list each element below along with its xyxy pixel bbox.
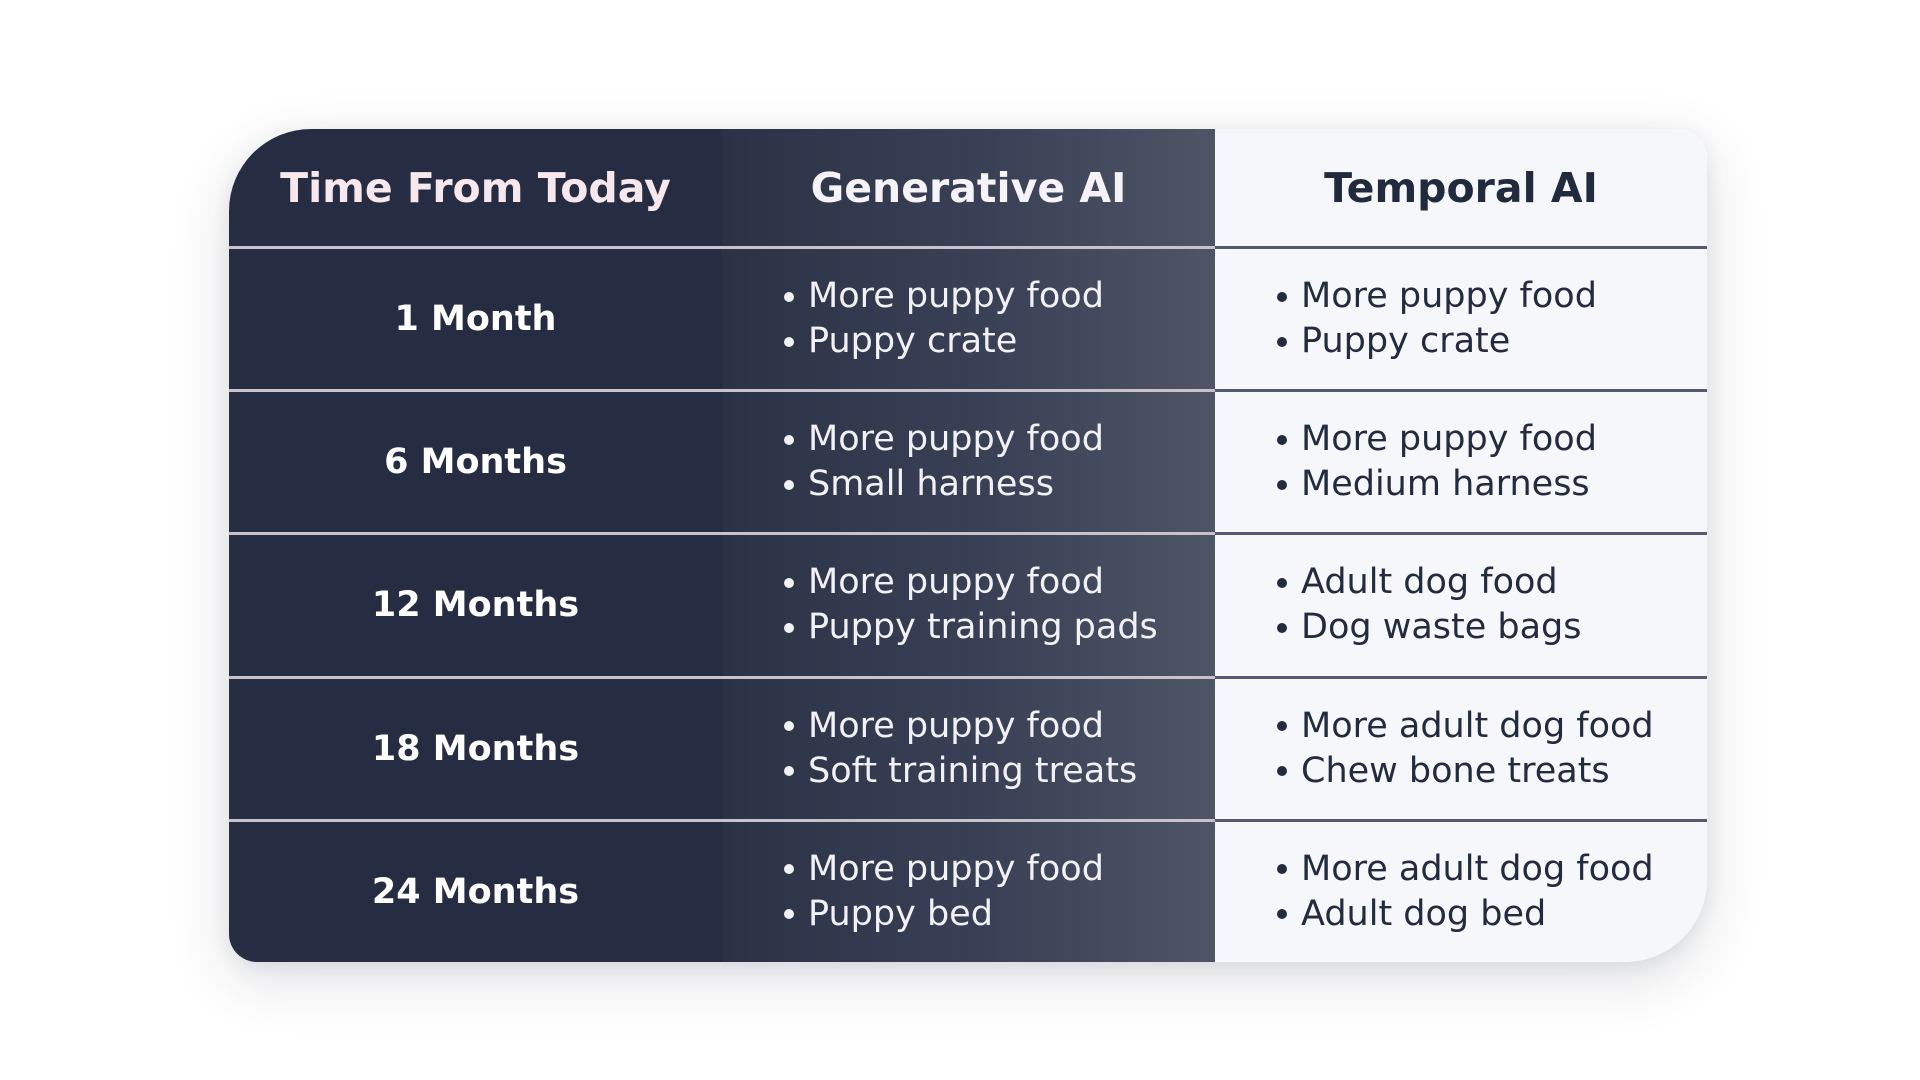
generative-cell — [722, 389, 1215, 532]
generative-list — [784, 274, 1104, 364]
temporal-cell — [1215, 246, 1707, 389]
header-generative-ai: Generative AI — [722, 129, 1215, 246]
list-item — [1277, 417, 1597, 462]
generative-list — [784, 417, 1104, 507]
list-item — [1277, 892, 1654, 937]
generative-cell — [722, 532, 1215, 675]
list-item — [784, 749, 1137, 794]
bullet-icon — [784, 623, 794, 633]
list-item — [784, 462, 1104, 507]
row-time-label: 1 Month — [229, 246, 722, 389]
list-item-text: Chew bone treats — [1301, 750, 1610, 791]
list-item-text: Adult dog bed — [1301, 893, 1547, 934]
temporal-cell — [1215, 532, 1707, 675]
list-item-text: More puppy food — [1301, 419, 1597, 460]
list-item — [784, 605, 1158, 650]
list-item-text: More puppy food — [808, 562, 1104, 603]
bullet-icon — [784, 909, 794, 919]
generative-cell — [722, 676, 1215, 819]
list-item — [1277, 847, 1654, 892]
list-item — [784, 892, 1104, 937]
list-item-text: More puppy food — [808, 276, 1104, 317]
row-time-label: 12 Months — [229, 532, 722, 675]
header-time-from-today: Time From Today — [229, 129, 722, 246]
temporal-cell — [1215, 389, 1707, 532]
list-item-text: Medium harness — [1301, 464, 1590, 505]
temporal-list — [1277, 704, 1654, 794]
bullet-icon — [1277, 864, 1287, 874]
bullet-icon — [784, 766, 794, 776]
bullet-icon — [1277, 623, 1287, 633]
bullet-icon — [1277, 909, 1287, 919]
temporal-cell — [1215, 819, 1707, 962]
bullet-icon — [1277, 578, 1287, 588]
bullet-icon — [784, 480, 794, 490]
list-item-text: Small harness — [808, 464, 1054, 505]
list-item-text: More adult dog food — [1301, 705, 1654, 746]
list-item-text: More puppy food — [808, 705, 1104, 746]
list-item-text: More puppy food — [808, 419, 1104, 460]
bullet-icon — [1277, 480, 1287, 490]
temporal-list — [1277, 274, 1597, 364]
row-time-label: 6 Months — [229, 389, 722, 532]
generative-cell — [722, 246, 1215, 389]
generative-cell — [722, 819, 1215, 962]
temporal-cell — [1215, 676, 1707, 819]
temporal-list — [1277, 847, 1654, 937]
list-item-text: More adult dog food — [1301, 848, 1654, 889]
list-item-text: More puppy food — [1301, 276, 1597, 317]
list-item — [784, 274, 1104, 319]
list-item-text: Puppy crate — [808, 321, 1018, 362]
list-item-text: Puppy training pads — [808, 607, 1158, 648]
list-item — [1277, 462, 1597, 507]
header-temporal-ai: Temporal AI — [1215, 129, 1707, 246]
list-item — [1277, 749, 1654, 794]
list-item — [784, 417, 1104, 462]
list-item — [784, 560, 1158, 605]
list-item — [1277, 274, 1597, 319]
list-item-text: More puppy food — [808, 848, 1104, 889]
bullet-icon — [1277, 337, 1287, 347]
generative-list — [784, 704, 1137, 794]
row-time-label: 24 Months — [229, 819, 722, 962]
bullet-icon — [784, 435, 794, 445]
list-item — [1277, 605, 1582, 650]
comparison-table — [229, 129, 1707, 962]
generative-list — [784, 847, 1104, 937]
bullet-icon — [784, 337, 794, 347]
bullet-icon — [784, 721, 794, 731]
list-item — [784, 319, 1104, 364]
list-item-text: Puppy bed — [808, 893, 993, 934]
generative-list — [784, 560, 1158, 650]
bullet-icon — [784, 864, 794, 874]
bullet-icon — [1277, 435, 1287, 445]
bullet-icon — [1277, 292, 1287, 302]
list-item — [1277, 319, 1597, 364]
list-item-text: Dog waste bags — [1301, 607, 1582, 648]
list-item-text: Adult dog food — [1301, 562, 1558, 603]
temporal-list — [1277, 560, 1582, 650]
list-item-text: Soft training treats — [808, 750, 1138, 791]
bullet-icon — [784, 292, 794, 302]
list-item — [784, 847, 1104, 892]
row-time-label: 18 Months — [229, 676, 722, 819]
list-item — [1277, 704, 1654, 749]
bullet-icon — [1277, 766, 1287, 776]
list-item — [784, 704, 1137, 749]
bullet-icon — [784, 578, 794, 588]
list-item-text: Puppy crate — [1301, 321, 1511, 362]
temporal-list — [1277, 417, 1597, 507]
bullet-icon — [1277, 721, 1287, 731]
list-item — [1277, 560, 1582, 605]
